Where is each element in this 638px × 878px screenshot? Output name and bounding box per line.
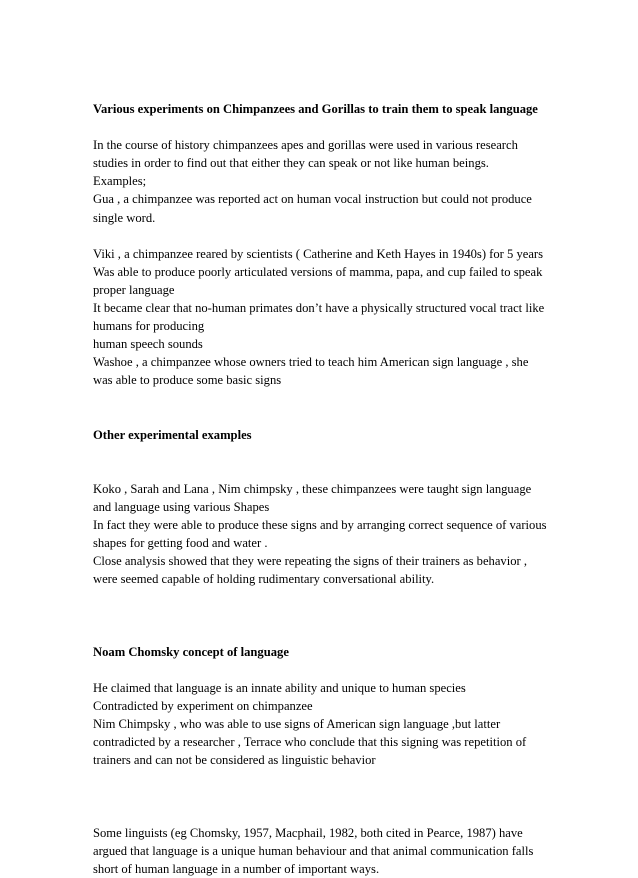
text-line: humans for producing [93, 319, 205, 334]
text-line: argued that language is a unique human behaviour and that animal communication falls [93, 843, 534, 858]
text-line: human speech sounds [93, 337, 203, 352]
text-line: Was able to produce poorly articulated versions of mamma, papa, and cup failed to speak [93, 264, 543, 279]
text-line: Contradicted by experiment on chimpanzee [93, 699, 313, 714]
text-line: proper language [93, 282, 175, 297]
text-line: It became clear that no-human primates don’t have a physically structured vocal tract like [93, 301, 545, 316]
text-line: contradicted by a researcher , Terrace who conclude that this signing was repetition of [93, 735, 527, 750]
text-line: He claimed that language is an innate ability and unique to human species [93, 681, 466, 696]
paragraph-some-linguists [93, 824, 563, 878]
text-line: Examples; [93, 174, 147, 189]
paragraph-chomsky-claim [93, 679, 563, 769]
text-line: In fact they were able to produce these signs and by arranging correct sequence of various [93, 518, 547, 533]
text-line: and language using various Shapes [93, 500, 270, 515]
text-line: Viki , a chimpanzee reared by scientists ( Catherine and Keth Hayes in 1940s) for 5 years [93, 246, 544, 261]
section-heading-experiments: Various experiments on Chimpanzees and Gorillas to train them to speak language [93, 102, 538, 116]
text-line: Nim Chimpsky , who was able to use signs of American sign language ,but latter [93, 717, 501, 732]
text-line: In the course of history chimpanzees apes and gorillas were used in various research [93, 138, 518, 153]
text-line: short of human language in a number of important ways. [93, 861, 380, 876]
text-line: Some linguists (eg Chomsky, 1957, Macphail, 1982, both cited in Pearce, 1987) have [93, 825, 523, 840]
text-line: were seemed capable of holding rudimentary conversational ability. [93, 572, 435, 587]
text-line: single word. [93, 210, 156, 225]
text-line: Close analysis showed that they were repeating the signs of their trainers as behavior , [93, 554, 528, 569]
document-body [93, 100, 563, 878]
paragraph-course-of-history [93, 136, 563, 226]
text-line: Koko , Sarah and Lana , Nim chimpsky , these chimpanzees were taught sign language [93, 481, 532, 496]
text-line: Gua , a chimpanzee was reported act on human vocal instruction but could not produce [93, 192, 532, 207]
paragraph-viki-washoe [93, 245, 563, 390]
paragraph-koko-sarah-lana [93, 480, 563, 589]
text-line: studies in order to find out that either they can speak or not like human beings. [93, 156, 489, 171]
text-line: shapes for getting food and water . [93, 536, 268, 551]
text-line: trainers and can not be considered as linguistic behavior [93, 753, 376, 768]
section-heading-other-examples: Other experimental examples [93, 427, 252, 442]
text-line: was able to produce some basic signs [93, 373, 282, 388]
text-line: Washoe , a chimpanzee whose owners tried to teach him American sign language , she [93, 355, 529, 370]
section-heading-chomsky: Noam Chomsky concept of language [93, 644, 289, 659]
